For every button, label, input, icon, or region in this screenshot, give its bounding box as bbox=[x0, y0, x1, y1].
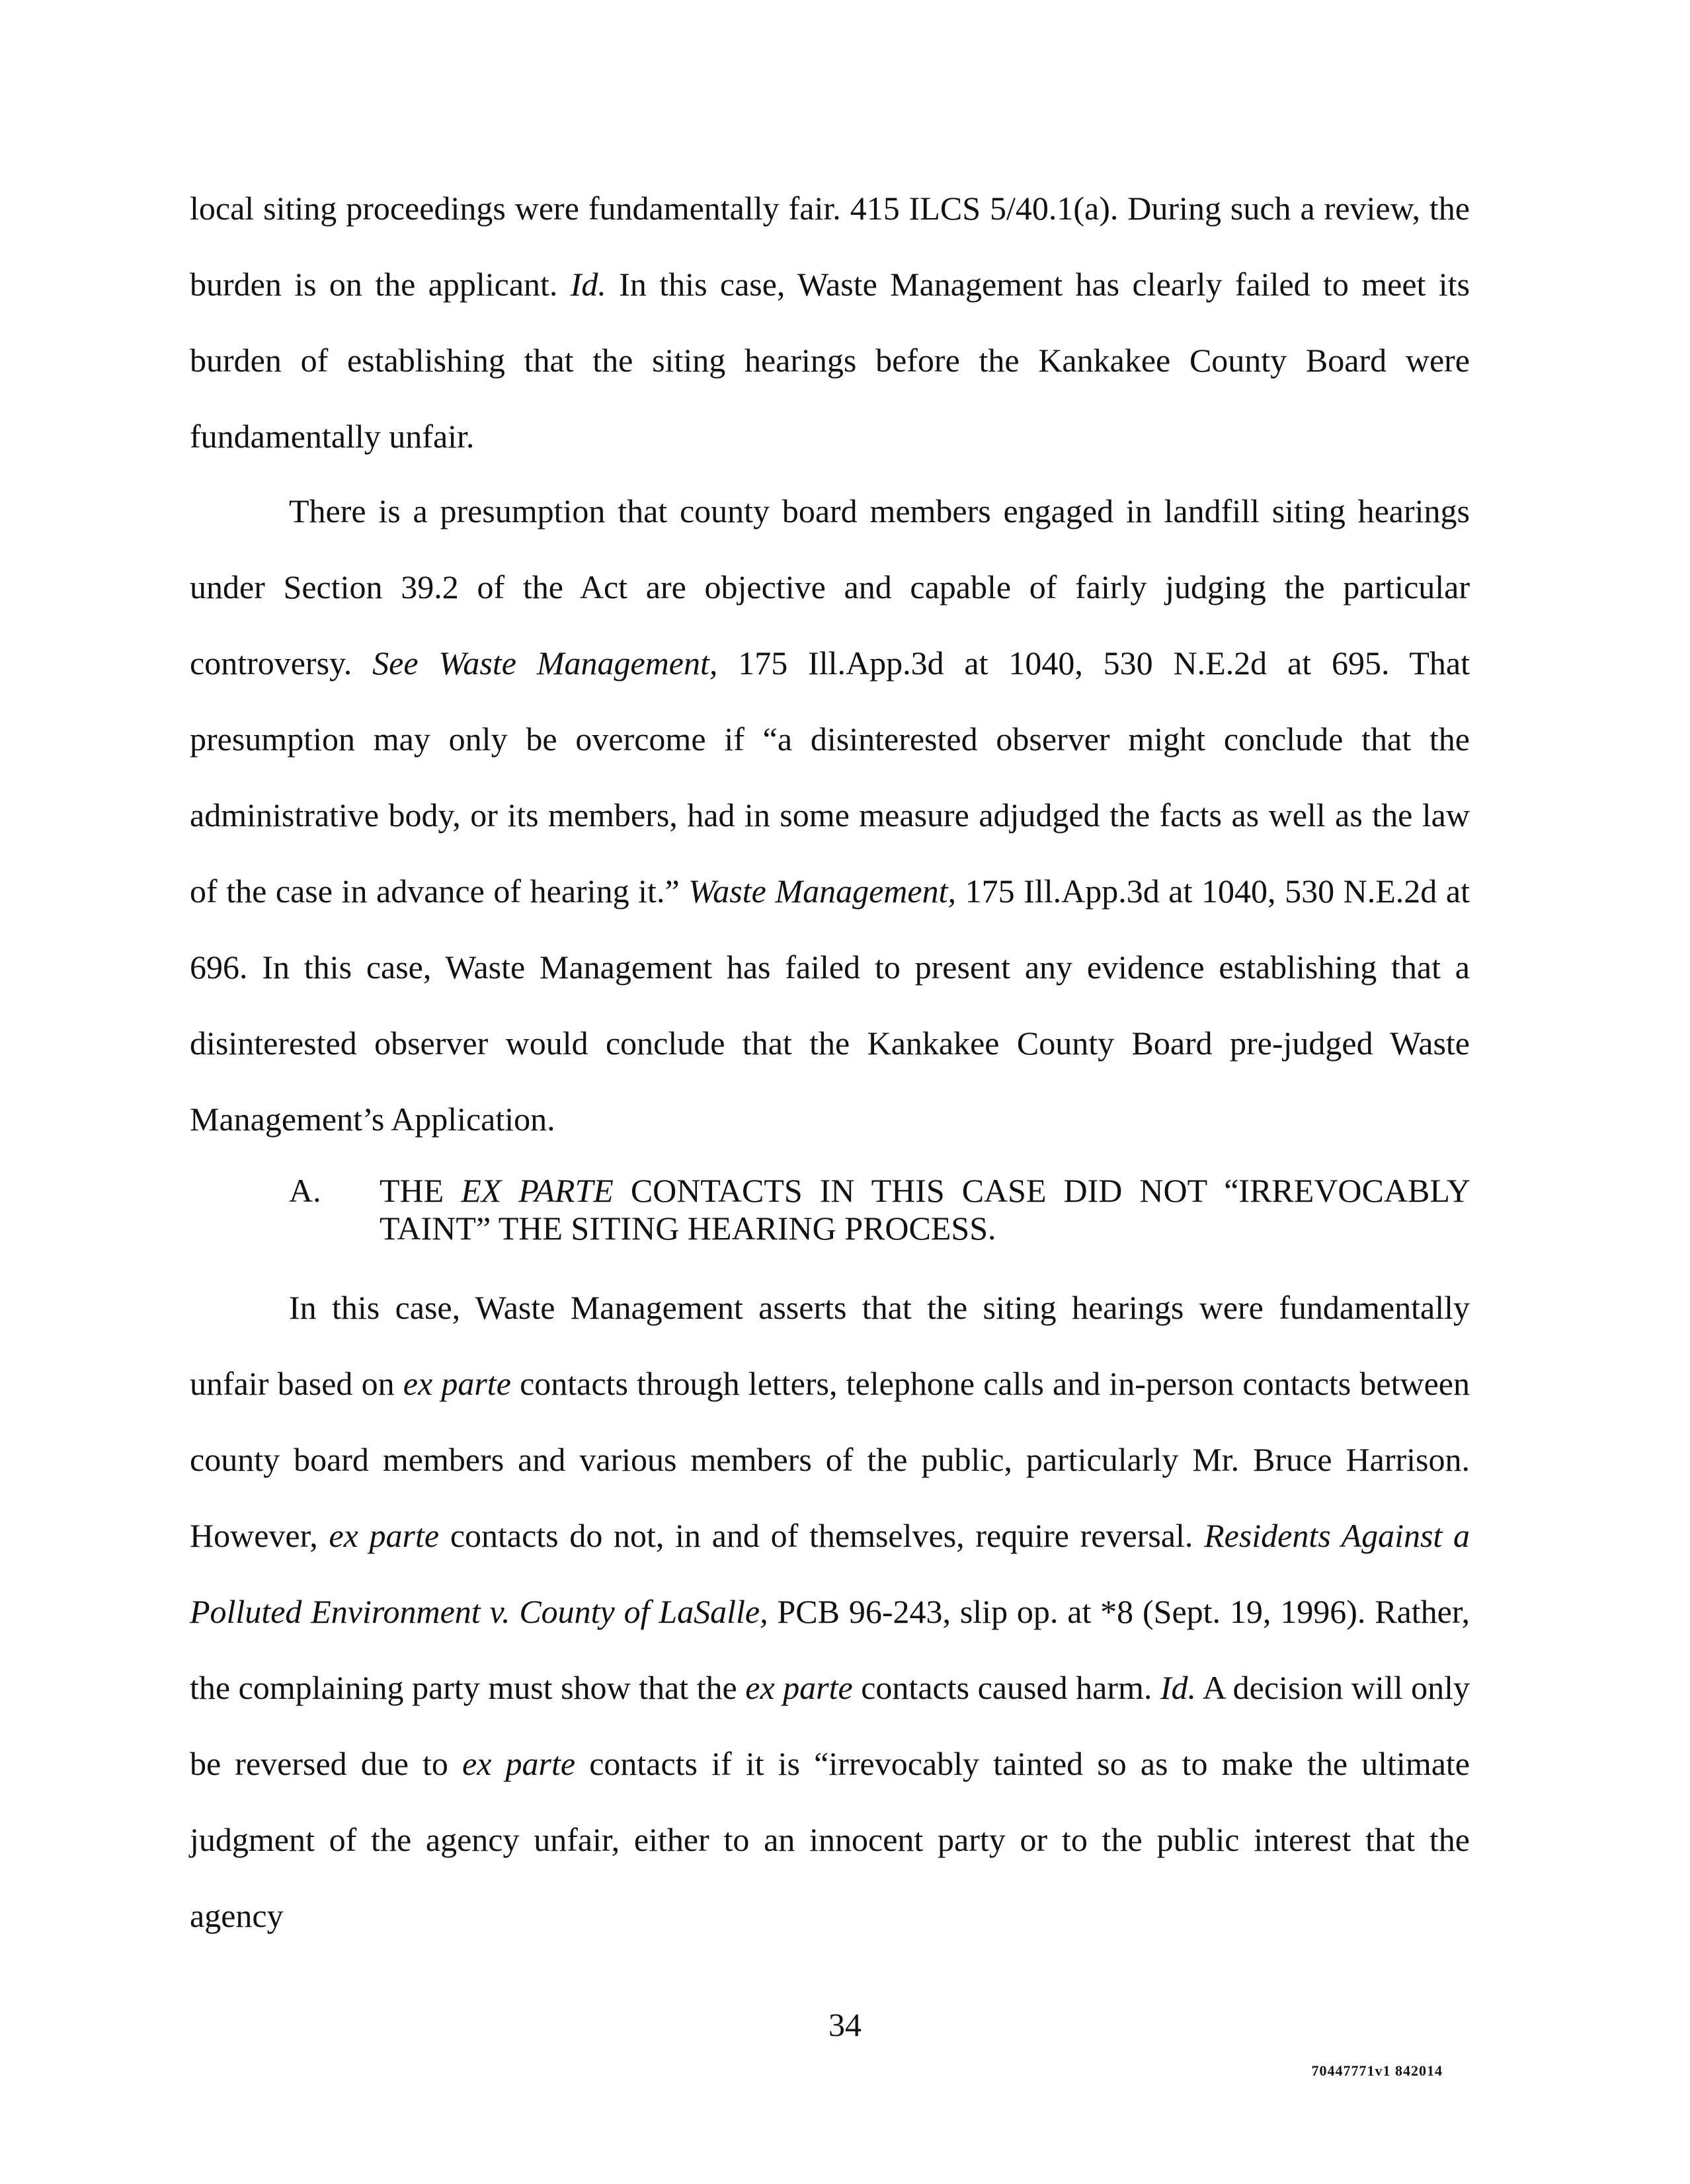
heading-ex-parte: EX PARTE bbox=[461, 1172, 614, 1209]
case-citation-waste-management-1: Waste Management, bbox=[438, 644, 718, 682]
paragraph-2-text-1: There is a presumption that county board members engaged in landfill siting hearings under Section 39.2 of the Act are objective and capable of fairly judging the particular controversy. bbox=[190, 492, 1470, 682]
case-citation-residents: Residents Against a Polluted Environment v. County of LaSalle, bbox=[190, 1517, 1470, 1630]
paragraph-3 bbox=[190, 1270, 1470, 1954]
ex-parte-term: ex parte bbox=[462, 1745, 576, 1782]
paragraph-3-text-7: contacts if it is “irrevocably tainted so as to make the ultimate judgment of the agency unfair, either to an innocent party or to the public interest that the agency bbox=[190, 1745, 1470, 1934]
paragraph-3-text-4: PCB 96-243, slip op. at *8 (Sept. 19, 1996). Rather, the complaining party must show that the bbox=[190, 1593, 1470, 1706]
paragraph-3-text-3: contacts do not, in and of themselves, require reversal. bbox=[439, 1517, 1205, 1554]
heading-text-start: THE bbox=[380, 1172, 462, 1209]
paragraph-2-body bbox=[190, 473, 1470, 1157]
paragraph-3-text-5: contacts caused harm. bbox=[852, 1669, 1160, 1706]
paragraph-2-text-2: 175 Ill.App.3d at 1040, 530 N.E.2d at 695. That presumption may only be overcome if “a disinterested observer might conclude that the administrative body, or its members, had in some measure adjudged the facts as well as the law of the case in advance of hearing it.” bbox=[190, 644, 1470, 910]
paragraph-2 bbox=[190, 473, 1470, 1157]
paragraph-1 bbox=[190, 171, 1470, 475]
ex-parte-term: ex parte bbox=[403, 1365, 511, 1402]
see-signal: See bbox=[372, 644, 419, 682]
section-heading-letter: A. bbox=[289, 1172, 321, 1209]
paragraph-1-text: local siting proceedings were fundamentally fair. 415 ILCS 5/40.1(a). During such a review, the burden is on the applicant. bbox=[190, 190, 1470, 303]
id-citation: Id. bbox=[1160, 1669, 1197, 1706]
heading-text-end: CONTACTS IN THIS CASE DID NOT “IRREVOCABLY TAINT” THE SITING HEARING PROCESS. bbox=[380, 1172, 1470, 1247]
ex-parte-term: ex parte bbox=[329, 1517, 440, 1554]
ex-parte-term: ex parte bbox=[745, 1669, 853, 1706]
paragraph-1-text-end: In this case, Waste Management has clearly failed to meet its burden of establishing that the siting hearings before the Kankakee County Board were fundamentally unfair. bbox=[190, 266, 1470, 455]
id-citation: Id. bbox=[570, 266, 606, 303]
paragraph-3-text-6: A decision will only be reversed due to bbox=[190, 1669, 1470, 1782]
case-citation-waste-management-2: Waste Management, bbox=[688, 873, 956, 910]
paragraph-3-text-1: In this case, Waste Management asserts that the siting hearings were fundamentally unfair based on bbox=[190, 1289, 1470, 1402]
document-id: 70447771v1 842014 bbox=[1311, 2062, 1443, 2079]
page-number: 34 bbox=[828, 2006, 862, 2043]
paragraph-3-text-2: contacts through letters, telephone calls and in-person contacts between county board members and various members of the public, particularly Mr. Bruce Harrison. However, bbox=[190, 1365, 1470, 1554]
paragraph-3-body bbox=[190, 1270, 1470, 1954]
paragraph-1-body bbox=[190, 171, 1470, 475]
section-heading-text bbox=[380, 1172, 1470, 1247]
paragraph-2-text-3: 175 Ill.App.3d at 1040, 530 N.E.2d at 696. In this case, Waste Management has failed to present any evidence establishing that a disinterested observer would conclude that the Kankakee County Board pre-judged Waste Management’s Application. bbox=[190, 873, 1470, 1138]
